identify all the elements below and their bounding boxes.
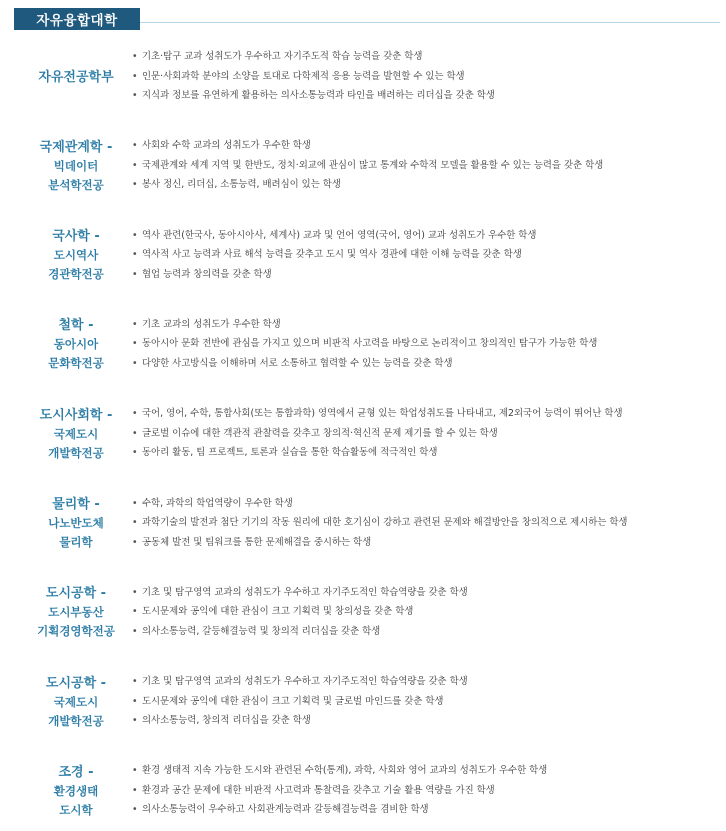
criteria-item (132, 136, 720, 156)
criteria-item (132, 67, 720, 87)
bullet-icon: • (132, 447, 138, 459)
major-name-line: 도시역사 (53, 248, 99, 263)
criteria-text: 기초 교과의 성취도가 우수한 학생 (142, 318, 281, 330)
major-name-line: 환경생태 (53, 783, 99, 798)
criteria-text: 협업 능력과 창의력을 갖춘 학생 (142, 268, 272, 280)
criteria-text: 봉사 정신, 리더십, 소통능력, 배려심이 있는 학생 (142, 179, 341, 191)
major-block (0, 573, 726, 653)
criteria-item (132, 86, 720, 106)
criteria-list (132, 751, 720, 831)
major-name-line: 빅데이터 (53, 158, 99, 173)
criteria-list (132, 662, 720, 742)
criteria-item (132, 226, 720, 246)
major-name (18, 662, 134, 742)
criteria-list (132, 305, 720, 385)
criteria-item (132, 424, 720, 444)
criteria-item (132, 47, 720, 67)
bullet-icon: • (132, 586, 138, 598)
major-name-line: 조경 - (58, 764, 94, 780)
bullet-icon: • (132, 51, 138, 62)
college-title: 자유융합대학 (14, 8, 140, 30)
criteria-item (132, 443, 720, 463)
criteria-item (132, 175, 720, 195)
bullet-icon: • (132, 497, 138, 509)
major-name (18, 484, 134, 564)
criteria-item (132, 692, 720, 712)
criteria-text: 기초 및 탐구영역 교과의 성취도가 우수하고 자기주도적인 학습역량을 갖춘 학생 (142, 586, 468, 598)
major-name (18, 305, 134, 385)
bullet-icon: • (132, 229, 138, 241)
criteria-text: 공동체 발전 및 팀워크를 통한 문제해결을 중시하는 학생 (142, 536, 372, 548)
criteria-text: 지식과 정보를 유연하게 활용하는 의사소통능력과 타인을 배려하는 리더십을 갖춘 학생 (142, 90, 495, 101)
criteria-text: 국어, 영어, 수학, 통합사회(또는 통합과학) 영역에서 균형 있는 학업성취도를 나타내고, 제2외국어 능력이 뛰어난 학생 (142, 408, 623, 420)
major-block (0, 751, 726, 831)
major-name (18, 126, 134, 206)
bullet-icon: • (132, 536, 138, 548)
criteria-item (132, 245, 720, 265)
bullet-icon: • (132, 318, 138, 330)
criteria-item (132, 622, 720, 642)
criteria-item (132, 781, 720, 801)
criteria-list (132, 484, 720, 564)
criteria-item (132, 354, 720, 374)
bullet-icon: • (132, 338, 138, 350)
criteria-item (132, 334, 720, 354)
bullet-icon: • (132, 70, 138, 82)
bullet-icon: • (132, 804, 138, 816)
major-name-line: 개발학전공 (48, 713, 104, 728)
bullet-icon: • (132, 427, 138, 439)
criteria-text: 의사소통능력이 우수하고 사회관계능력과 갈등해결능력을 겸비한 학생 (142, 804, 429, 816)
major-block (0, 305, 726, 385)
criteria-list (132, 216, 720, 296)
criteria-list (132, 126, 720, 206)
major-name-line: 도시공학 - (45, 586, 107, 602)
major-name (18, 37, 134, 117)
major-name-line: 문화학전공 (48, 356, 104, 371)
major-name-line: 국제도시 (53, 694, 99, 709)
criteria-item (132, 711, 720, 731)
criteria-text: 의사소통능력, 갈등해결능력 및 창의적 리더십을 갖춘 학생 (142, 625, 381, 637)
bullet-icon: • (132, 249, 138, 261)
criteria-text: 사회와 수학 교과의 성취도가 우수한 학생 (142, 140, 311, 152)
criteria-text: 도시문제와 공익에 대한 관심이 크고 기획력 및 글로벌 마인드를 갖춘 학생 (142, 695, 444, 707)
criteria-item (132, 315, 720, 335)
bullet-icon: • (132, 625, 138, 637)
criteria-text: 과학기술의 발전과 첨단 기기의 작동 원리에 대한 호기심이 강하고 관련된 문제와 해결방안을 창의적으로 제시하는 학생 (142, 517, 628, 528)
bullet-icon: • (132, 715, 138, 727)
bullet-icon: • (132, 606, 138, 618)
criteria-item (132, 602, 720, 622)
major-name-line: 경관학전공 (48, 267, 104, 282)
criteria-item (132, 494, 720, 514)
bullet-icon: • (132, 357, 138, 369)
criteria-text: 동아리 활동, 팀 프로젝트, 토론과 실습을 통한 학습활동에 적극적인 학생 (142, 447, 438, 459)
criteria-item (132, 761, 720, 781)
major-name-line: 국제관계학 - (39, 139, 113, 155)
criteria-text: 의사소통능력, 창의적 리더십을 갖춘 학생 (142, 715, 311, 727)
bullet-icon: • (132, 140, 138, 152)
major-name (18, 216, 134, 296)
criteria-item (132, 513, 720, 533)
major-name-line: 나노반도체 (48, 516, 104, 530)
criteria-text: 다양한 사고방식을 이해하며 서로 소통하고 협력할 수 있는 능력을 갖춘 학생 (142, 357, 453, 369)
major-block (0, 216, 726, 296)
major-name-line: 물리학 - (52, 497, 100, 512)
bullet-icon: • (132, 676, 138, 688)
major-name-line: 도시사회학 - (39, 407, 113, 423)
criteria-text: 환경과 공간 문제에 대한 비판적 사고력과 통찰력을 갖추고 기술 활용 역량을 가진 학생 (142, 784, 495, 796)
criteria-item (132, 156, 720, 176)
bullet-icon: • (132, 179, 138, 191)
criteria-text: 역사적 사고 능력과 사료 해석 능력을 갖추고 도시 및 역사 경관에 대한 이해 능력을 갖춘 학생 (142, 249, 522, 261)
bullet-icon: • (132, 695, 138, 707)
criteria-text: 도시문제와 공익에 대한 관심이 크고 기획력 및 창의성을 갖춘 학생 (142, 606, 414, 618)
criteria-item (132, 404, 720, 424)
major-name-line: 개발학전공 (48, 445, 104, 460)
major-block (0, 394, 726, 474)
criteria-list (132, 573, 720, 653)
major-block (0, 37, 726, 117)
criteria-text: 기초·탐구 교과 성취도가 우수하고 자기주도적 학습 능력을 갖춘 학생 (142, 51, 423, 62)
criteria-item (132, 533, 720, 553)
criteria-item (132, 583, 720, 603)
bullet-icon: • (132, 159, 138, 171)
criteria-text: 역사 관련(한국사, 동아시아사, 세계사) 교과 및 언어 영역(국어, 영어) 교과 성취도가 우수한 학생 (142, 229, 537, 241)
criteria-list (132, 37, 720, 117)
criteria-item (132, 265, 720, 285)
major-block (0, 126, 726, 206)
criteria-text: 국제관계와 세계 지역 및 한반도, 정치·외교에 관심이 많고 통계와 수학적 모델을 활용할 수 있는 능력을 갖춘 학생 (142, 159, 604, 171)
criteria-text: 수학, 과학의 학업역량이 우수한 학생 (142, 497, 293, 509)
major-block (0, 484, 726, 564)
major-name-line: 자유전공학부 (38, 69, 114, 85)
criteria-text: 기초 및 탐구영역 교과의 성취도가 우수하고 자기주도적인 학습역량을 갖춘 학생 (142, 676, 468, 688)
bullet-icon: • (132, 90, 138, 101)
major-name (18, 751, 134, 831)
bullet-icon: • (132, 765, 138, 777)
criteria-text: 글로벌 이슈에 대한 객관적 관찰력을 갖추고 창의적·혁신적 문제 제기를 할 수 있는 학생 (142, 427, 498, 439)
bullet-icon: • (132, 268, 138, 280)
major-name-line: 도시공학 - (45, 675, 107, 691)
major-name-line: 분석학전공 (48, 177, 104, 192)
major-block (0, 662, 726, 742)
major-name-line: 기획경영학전공 (37, 624, 115, 639)
bullet-icon: • (132, 517, 138, 528)
criteria-text: 인문·사회과학 분야의 소양을 토대로 다학제적 응용 능력을 발현할 수 있는 학생 (142, 70, 465, 82)
major-name-line: 국사학 - (52, 229, 100, 245)
criteria-item (132, 800, 720, 820)
bullet-icon: • (132, 408, 138, 420)
major-name (18, 394, 134, 474)
major-name-line: 물리학 (59, 535, 93, 549)
criteria-list (132, 394, 720, 474)
criteria-item (132, 672, 720, 692)
criteria-text: 동아시아 문화 전반에 관심을 가지고 있으며 비판적 사고력을 바탕으로 논리적이고 창의적인 탐구가 가능한 학생 (142, 338, 598, 350)
major-name-line: 동아시아 (53, 337, 99, 352)
criteria-text: 환경 생태적 지속 가능한 도시와 관련된 수학(통계), 과학, 사회와 영어 교과의 성취도가 우수한 학생 (142, 765, 548, 777)
bullet-icon: • (132, 784, 138, 796)
major-name-line: 도시학 (59, 802, 93, 817)
major-name-line: 도시부동산 (48, 605, 104, 620)
major-name (18, 573, 134, 653)
major-name-line: 철학 - (58, 318, 94, 334)
major-name-line: 국제도시 (53, 426, 99, 441)
